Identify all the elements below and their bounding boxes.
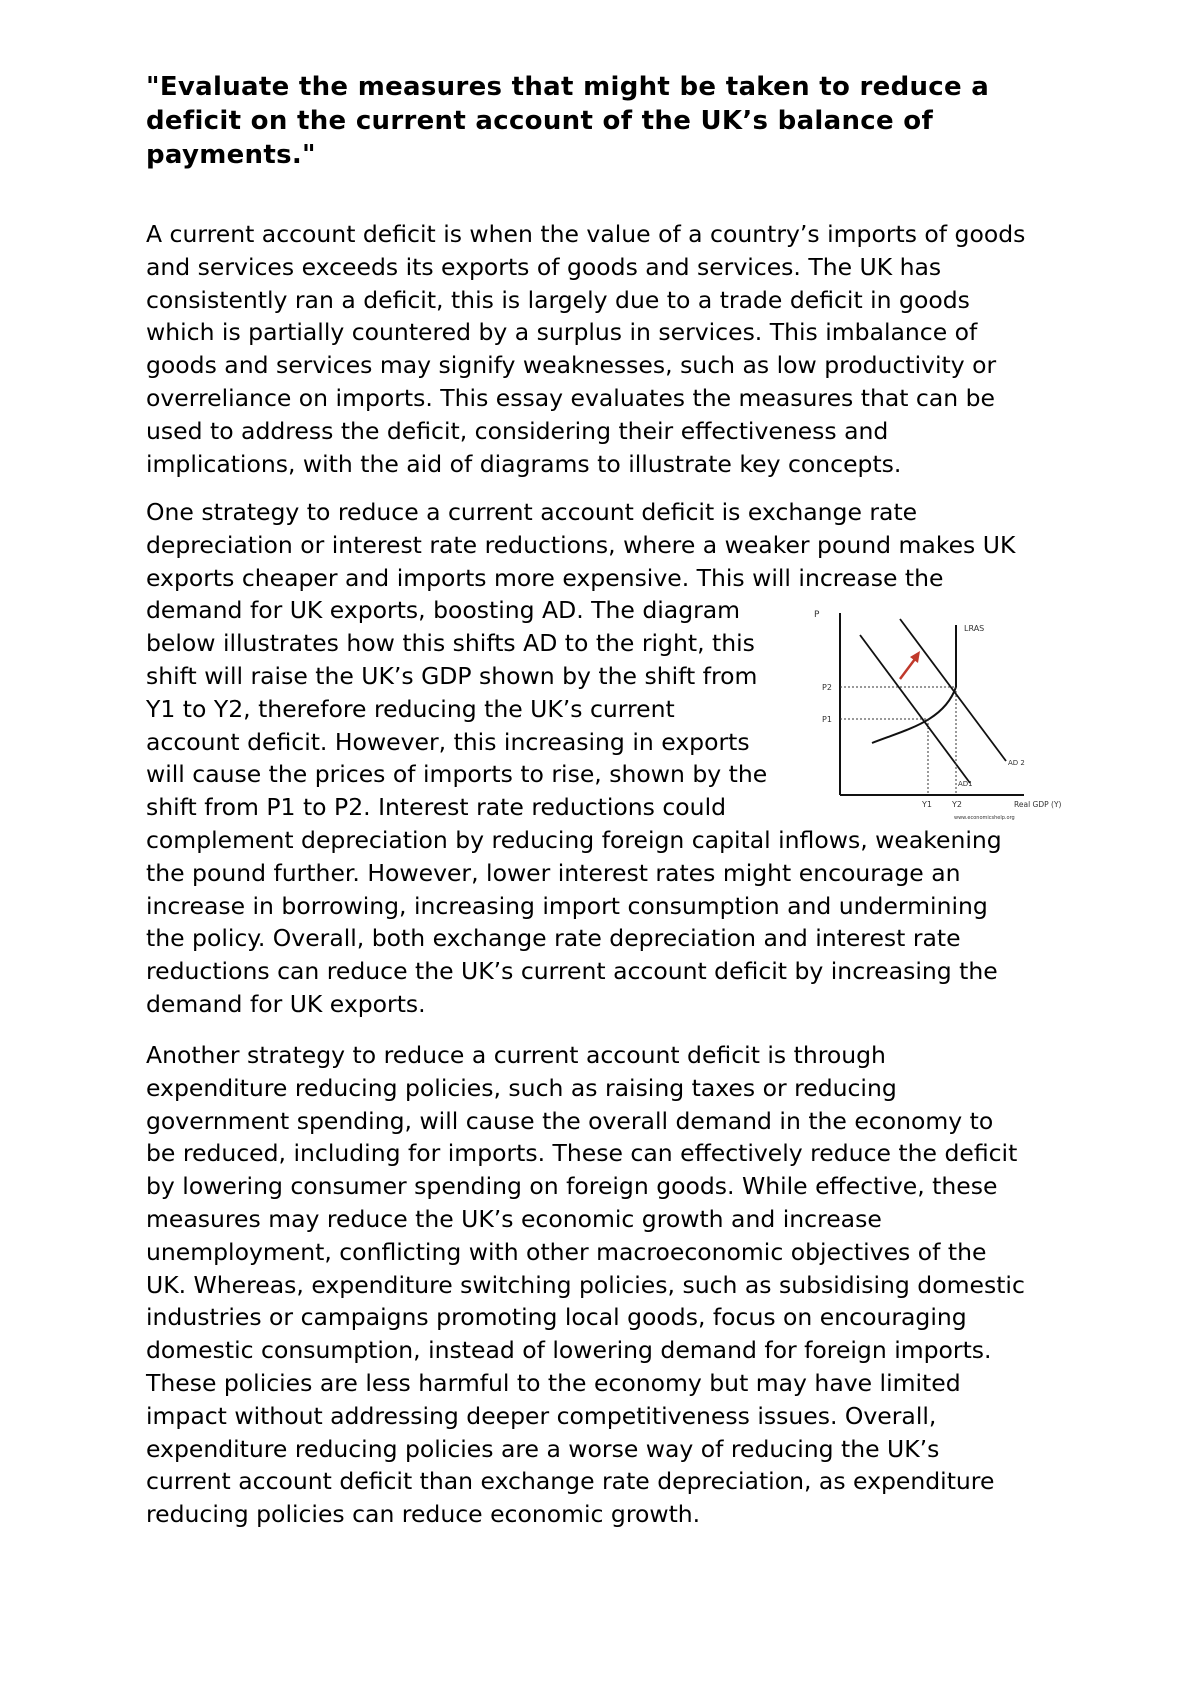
text-line: current account deficit than exchange rate depreciation, as expenditure — [146, 1467, 995, 1496]
text-line: These policies are less harmful to the economy but may have limited — [146, 1368, 961, 1397]
y-axis-label: P — [814, 610, 820, 620]
diagram-svg — [808, 603, 1064, 828]
lras-label: LRAS — [964, 624, 985, 633]
text-line: increase in borrowing, increasing import consumption and undermining — [146, 891, 988, 920]
text-line: One strategy to reduce a current account deficit is exchange rate — [146, 498, 918, 526]
ad2-label: AD 2 — [1008, 759, 1025, 767]
text-line: reducing policies can reduce economic growth. — [146, 1500, 701, 1529]
text-line: consistently ran a deficit, this is largely due to a trade deficit in goods — [146, 285, 970, 314]
title-line: "Evaluate the measures that might be taken to reduce a — [146, 72, 990, 102]
text-line: the policy. Overall, both exchange rate depreciation and interest rate — [146, 924, 961, 953]
x-axis-label: Real GDP (Y) — [1014, 800, 1062, 809]
y1-label: Y1 — [922, 800, 932, 809]
text-line: depreciation or interest rate reductions, where a weaker pound makes UK — [146, 530, 1016, 559]
text-line: expenditure reducing policies, such as raising taxes or reducing — [146, 1073, 897, 1102]
text-line: goods and services may signify weaknesses, such as low productivity or — [146, 351, 997, 380]
text-line: and services exceeds its exports of goods and services. The UK has — [146, 252, 942, 281]
p1-label: P1 — [822, 715, 832, 724]
text-line: the pound further. However, lower interest rates might encourage an — [146, 858, 961, 887]
lras-curve — [872, 625, 956, 743]
y2-label: Y2 — [952, 800, 962, 809]
text-line: domestic consumption, instead of lowering demand for foreign imports. — [146, 1336, 992, 1365]
text-line: industries or campaigns promoting local goods, focus on encouraging — [146, 1303, 967, 1332]
text-line: which is partially countered by a surplus in services. This imbalance of — [146, 318, 978, 347]
title-line: deficit on the current account of the UK’s balance of — [146, 106, 934, 136]
text-line: government spending, will cause the overall demand in the economy to — [146, 1106, 994, 1135]
text-line: demand for UK exports, boosting AD. The diagram — [146, 596, 741, 625]
text-line: Another strategy to reduce a current account deficit is through — [146, 1041, 886, 1069]
text-line: Y1 to Y2, therefore reducing the UK’s current — [146, 694, 675, 723]
text-line: shift from P1 to P2. Interest rate reductions could — [146, 793, 727, 822]
text-line: UK. Whereas, expenditure switching policies, such as subsidising domestic — [146, 1270, 1025, 1299]
text-line: A current account deficit is when the value of a country’s imports of goods — [146, 220, 1026, 248]
text-line: below illustrates how this shifts AD to the right, this — [146, 629, 755, 658]
source-label: www.economicshelp.org — [954, 815, 1015, 821]
text-line: impact without addressing deeper competitiveness issues. Overall, — [146, 1401, 937, 1430]
text-line: implications, with the aid of diagrams to illustrate key concepts. — [146, 449, 902, 478]
essay-title — [146, 70, 1076, 172]
text-line: will cause the prices of imports to rise, shown by the — [146, 760, 768, 789]
text-line: shift will raise the UK’s GDP shown by the shift from — [146, 661, 758, 690]
text-line: used to address the deficit, considering their effectiveness and — [146, 416, 889, 445]
text-line: demand for UK exports. — [146, 989, 426, 1018]
text-line: be reduced, including for imports. These can effectively reduce the deficit — [146, 1139, 1018, 1168]
text-line: measures may reduce the UK’s economic growth and increase — [146, 1204, 882, 1233]
text-line: complement depreciation by reducing foreign capital inflows, weakening — [146, 825, 1002, 854]
title-line: payments." — [146, 140, 316, 170]
text-line: account deficit. However, this increasing in exports — [146, 727, 750, 756]
text-line: unemployment, conflicting with other macroeconomic objectives of the — [146, 1237, 987, 1266]
ad1-label: AD1 — [958, 780, 973, 788]
shift-arrow-head — [910, 651, 920, 663]
paragraph-expenditure-policies — [146, 1039, 1076, 1531]
text-line: by lowering consumer spending on foreign goods. While effective, these — [146, 1172, 998, 1201]
text-line: reductions can reduce the UK’s current account deficit by increasing the — [146, 957, 998, 986]
paragraph-introduction — [146, 218, 1076, 480]
ad-lras-diagram — [808, 603, 1064, 828]
p2-label: P2 — [822, 683, 832, 692]
text-line: overreliance on imports. This essay evaluates the measures that can be — [146, 383, 995, 412]
ad2-line — [900, 619, 1006, 761]
text-line: expenditure reducing policies are a worse way of reducing the UK’s — [146, 1434, 940, 1463]
text-line: exports cheaper and imports more expensive. This will increase the — [146, 563, 944, 592]
